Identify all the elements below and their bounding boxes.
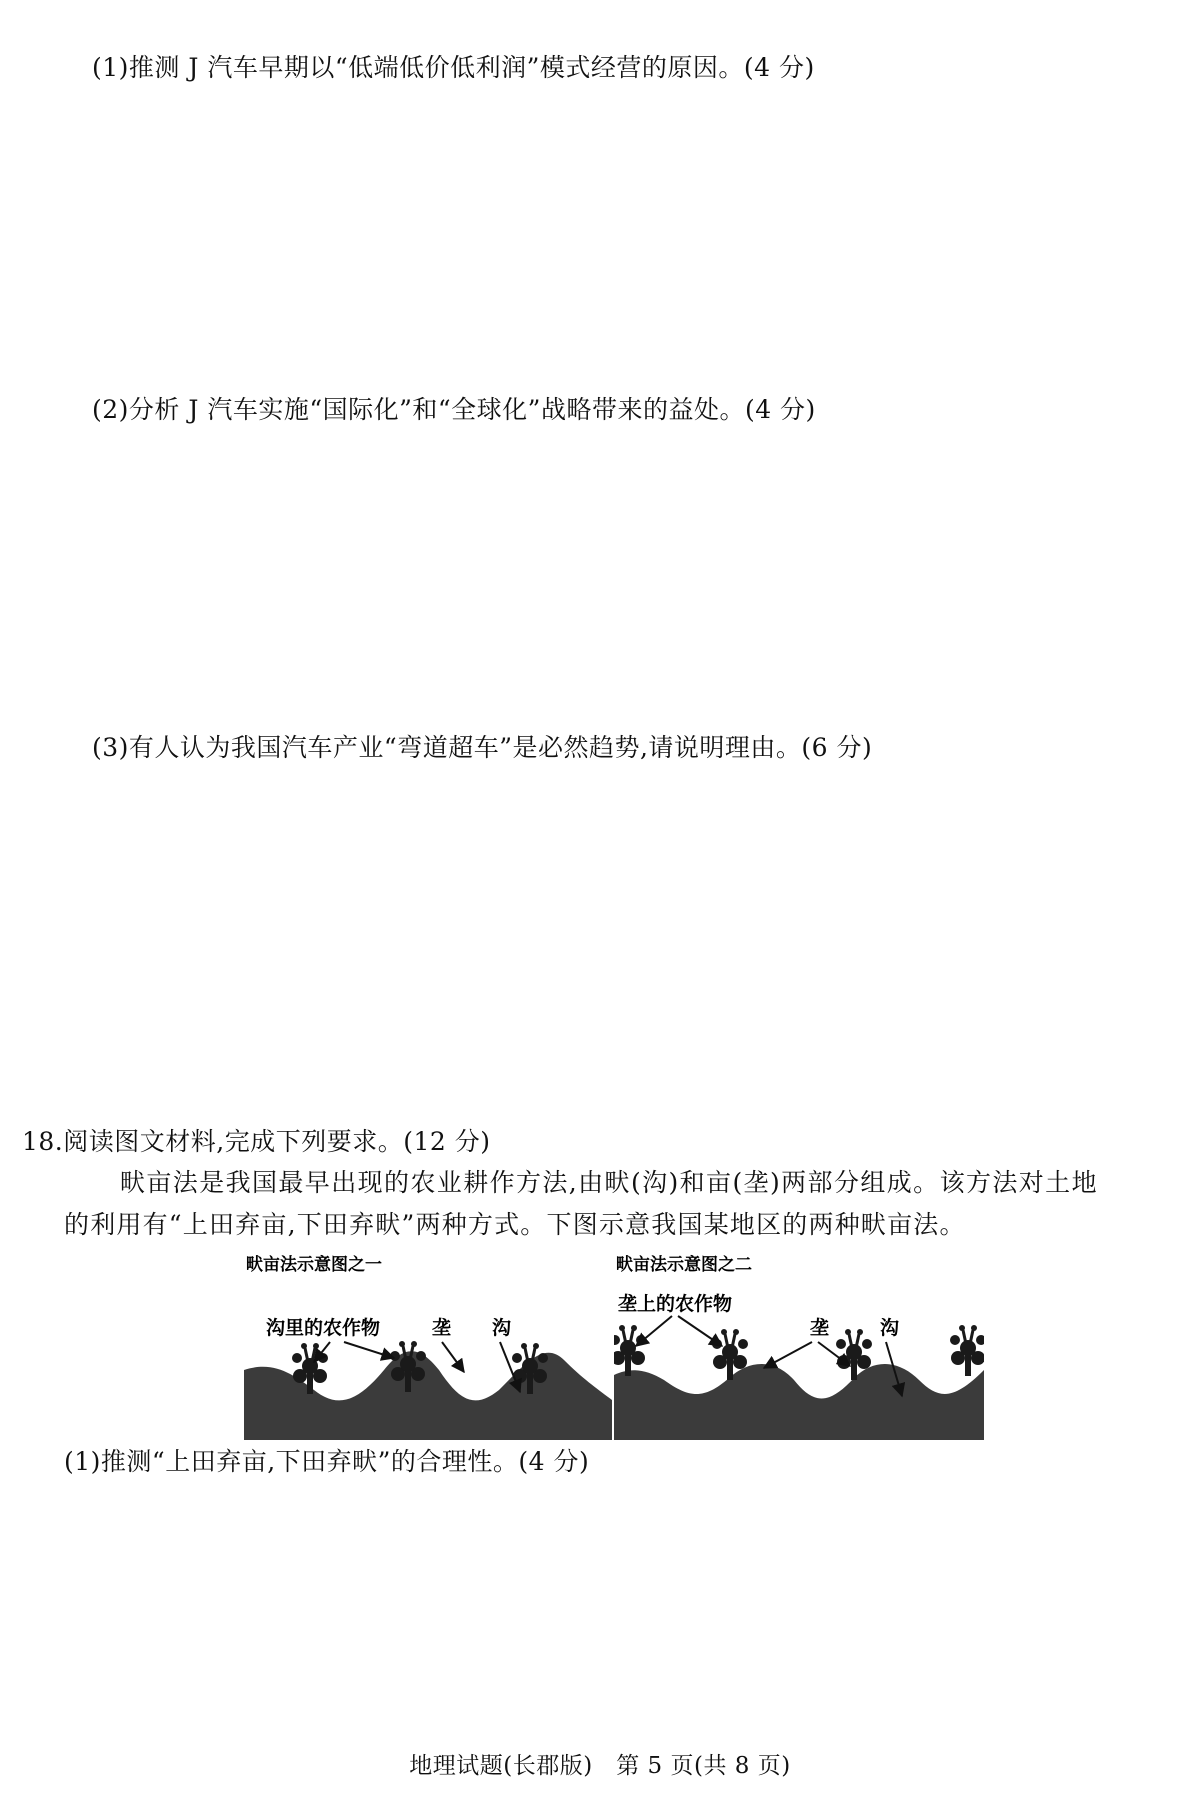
question-18-1: (1)推测“上田弃亩,下田弃畎”的合理性。(4 分) xyxy=(64,1447,590,1476)
crop-ridge-4 xyxy=(950,1325,984,1376)
figure-1-title: 畎亩法示意图之一 xyxy=(246,1255,382,1275)
figure-2-title: 畎亩法示意图之二 xyxy=(616,1255,752,1275)
arrow-crop-ridge-2 xyxy=(678,1316,722,1346)
question-18-intro-line-2: 的利用有“上田弃亩,下田弃畎”两种方式。下图示意我国某地区的两种畎亩法。 xyxy=(64,1210,966,1239)
crop-ridge-1 xyxy=(614,1325,646,1376)
figure-1-terrain xyxy=(244,1351,612,1440)
arrow-crop-2 xyxy=(344,1342,394,1358)
figure-1-label-crop: 沟里的农作物 xyxy=(266,1317,381,1339)
figure-2-terrain xyxy=(614,1364,984,1440)
figure-1-label-ridge: 垄 xyxy=(432,1317,452,1339)
question-18-title: 18.阅读图文材料,完成下列要求。(12 分) xyxy=(22,1127,491,1156)
question-17-2: (2)分析 J 汽车实施“国际化”和“全球化”战略带来的益处。(4 分) xyxy=(92,395,816,424)
question-17-3: (3)有人认为我国汽车产业“弯道超车”是必然趋势,请说明理由。(6 分) xyxy=(92,733,873,762)
figure-1 xyxy=(244,1250,612,1440)
figure-2-label-crop: 垄上的农作物 xyxy=(618,1293,733,1315)
question-17-1: (1)推测 J 汽车早期以“低端低价低利润”模式经营的原因。(4 分) xyxy=(92,53,815,82)
arrow-ridge xyxy=(442,1342,464,1372)
question-18-intro-line-1: 畎亩法是我国最早出现的农业耕作方法,由畎(沟)和亩(垄)两部分组成。该方法对土地 xyxy=(120,1168,1098,1197)
arrow-crop-ridge-1 xyxy=(636,1316,672,1346)
figure-2 xyxy=(614,1250,984,1440)
arrow-ridge-1 xyxy=(764,1342,812,1368)
figure-2-label-ridge: 垄 xyxy=(810,1317,830,1339)
figure-2-label-ditch: 沟 xyxy=(880,1317,900,1339)
figure-1-label-ditch: 沟 xyxy=(492,1317,512,1339)
page-footer: 地理试题(长郡版) 第 5 页(共 8 页) xyxy=(409,1753,791,1779)
